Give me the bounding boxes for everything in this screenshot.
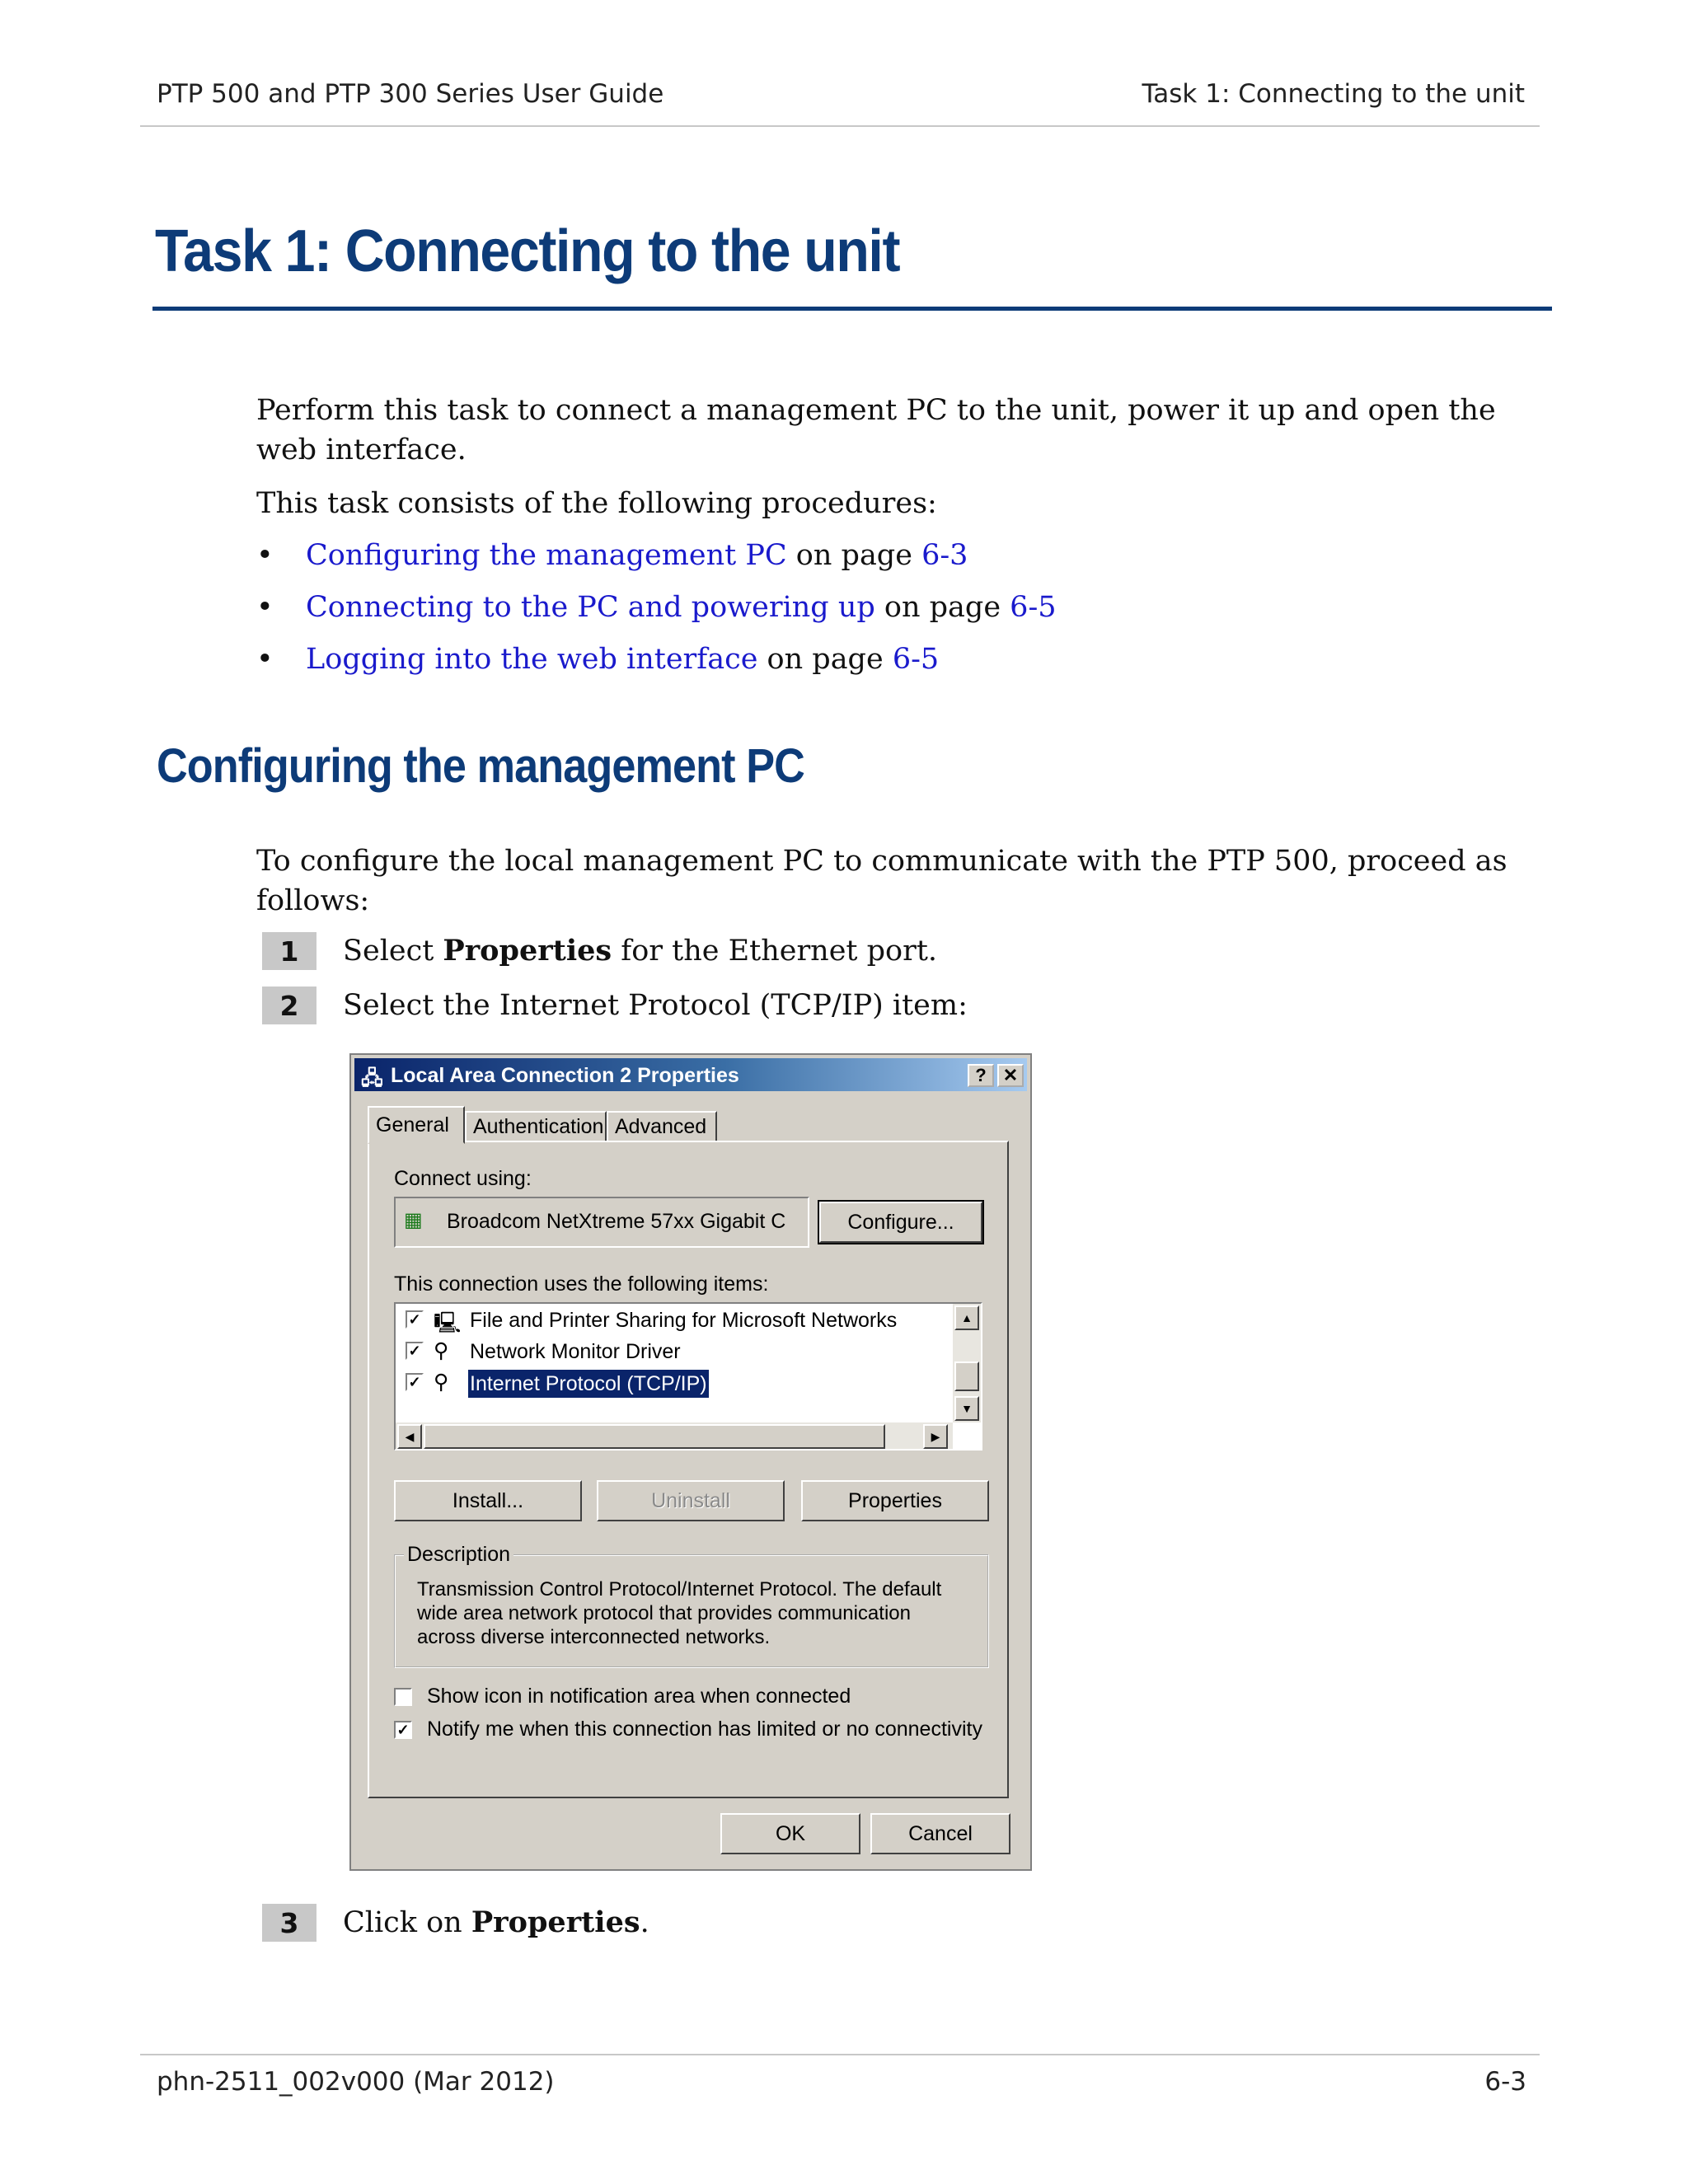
items-list[interactable]	[394, 1302, 982, 1451]
description-label: Description	[404, 1543, 513, 1567]
scroll-thumb[interactable]	[954, 1361, 979, 1391]
protocol-icon: ⚲	[434, 1339, 449, 1362]
connect-using-label: Connect using:	[394, 1167, 532, 1190]
step-text: Select the Internet Protocol (TCP/IP) item:	[343, 989, 968, 1022]
uninstall-button: Uninstall	[597, 1480, 785, 1521]
step-number: 3	[262, 1904, 316, 1942]
notify-checkbox[interactable]: ✓	[394, 1721, 412, 1739]
network-adapter-icon: ▦	[404, 1209, 423, 1231]
link-page[interactable]: 6-3	[921, 539, 968, 572]
computer-icon: 🖳	[434, 1311, 462, 1334]
tab-general[interactable]: General	[368, 1106, 465, 1144]
scroll-left-icon[interactable]: ◀	[397, 1424, 422, 1449]
vertical-scrollbar[interactable]	[953, 1304, 981, 1422]
step-number: 1	[262, 932, 316, 970]
bullet-dot: •	[256, 591, 274, 624]
install-button[interactable]: Install...	[394, 1480, 582, 1521]
dialog-title: Local Area Connection 2 Properties	[391, 1064, 739, 1087]
help-button[interactable]: ?	[968, 1064, 994, 1087]
footer-doc-id: phn-2511_002v000 (Mar 2012)	[157, 2067, 555, 2097]
step-text: Select Properties for the Ethernet port.	[343, 934, 938, 968]
section-paragraph: To configure the local management PC to communicate with the PTP 500, proceed as follows:	[256, 845, 1507, 917]
properties-button[interactable]: Properties	[801, 1480, 989, 1521]
link-connecting-pc[interactable]: Connecting to the PC and powering up	[306, 591, 875, 624]
section-title: Configuring the management PC	[157, 739, 804, 793]
item-label: Network Monitor Driver	[470, 1340, 681, 1363]
description-group	[394, 1543, 989, 1668]
tab-advanced[interactable]: Advanced	[607, 1111, 717, 1142]
link-configuring-pc[interactable]: Configuring the management PC	[306, 539, 787, 572]
ok-button[interactable]: OK	[720, 1813, 860, 1854]
step-number: 2	[262, 987, 316, 1024]
dialog-titlebar[interactable]	[354, 1058, 1027, 1091]
notify-label: Notify me when this connection has limited or no connectivity	[427, 1718, 982, 1741]
page-title: Task 1: Connecting to the unit	[155, 218, 900, 284]
network-connection-icon: 🖧	[361, 1067, 383, 1090]
protocol-icon: ⚲	[434, 1371, 449, 1394]
configure-button[interactable]: Configure...	[819, 1202, 982, 1243]
scroll-right-icon[interactable]: ▶	[923, 1424, 948, 1449]
running-header-right: Task 1: Connecting to the unit	[1142, 79, 1525, 109]
link-logging-in[interactable]: Logging into the web interface	[306, 643, 758, 676]
scroll-up-icon[interactable]: ▲	[954, 1305, 979, 1330]
intro-paragraph: Perform this task to connect a management PC to the unit, power it up and open the web interface.	[256, 394, 1496, 466]
items-label: This connection uses the following items:	[394, 1272, 769, 1296]
show-icon-checkbox[interactable]	[394, 1688, 412, 1706]
close-button[interactable]: ✕	[997, 1064, 1024, 1087]
checkbox-network-monitor[interactable]: ✓	[406, 1342, 424, 1360]
properties-dialog	[349, 1053, 1032, 1871]
footer-page-number: 6-3	[1484, 2067, 1526, 2097]
bullet-dot: •	[256, 539, 274, 572]
general-panel	[368, 1141, 1009, 1798]
tab-authentication[interactable]: Authentication	[465, 1111, 607, 1142]
scroll-down-icon[interactable]: ▼	[954, 1396, 979, 1421]
horizontal-scrollbar[interactable]	[396, 1422, 953, 1449]
item-label: File and Printer Sharing for Microsoft Networks	[470, 1309, 898, 1332]
step-text: Click on Properties.	[343, 1905, 649, 1939]
link-page[interactable]: 6-5	[892, 643, 940, 676]
description-text: Transmission Control Protocol/Internet Protocol. The default wide area network protocol that provides communication across diverse interconnected networks.	[417, 1578, 942, 1648]
checkbox-tcpip[interactable]: ✓	[406, 1373, 424, 1391]
adapter-field	[394, 1197, 809, 1248]
running-header-left: PTP 500 and PTP 300 Series User Guide	[157, 79, 664, 109]
footer-divider	[140, 2054, 1540, 2055]
link-page[interactable]: 6-5	[1010, 591, 1057, 624]
checkbox-file-sharing[interactable]: ✓	[406, 1310, 424, 1329]
adapter-name: Broadcom NetXtreme 57xx Gigabit C	[447, 1210, 786, 1233]
procedures-intro: This task consists of the following procedures:	[256, 487, 937, 520]
title-underline	[152, 307, 1552, 311]
scroll-thumb-horizontal[interactable]	[424, 1424, 885, 1449]
cancel-button[interactable]: Cancel	[870, 1813, 1010, 1854]
show-icon-label: Show icon in notification area when connected	[427, 1685, 851, 1708]
item-label-selected: Internet Protocol (TCP/IP)	[468, 1370, 709, 1398]
header-divider	[140, 125, 1540, 127]
bullet-dot: •	[256, 643, 274, 676]
